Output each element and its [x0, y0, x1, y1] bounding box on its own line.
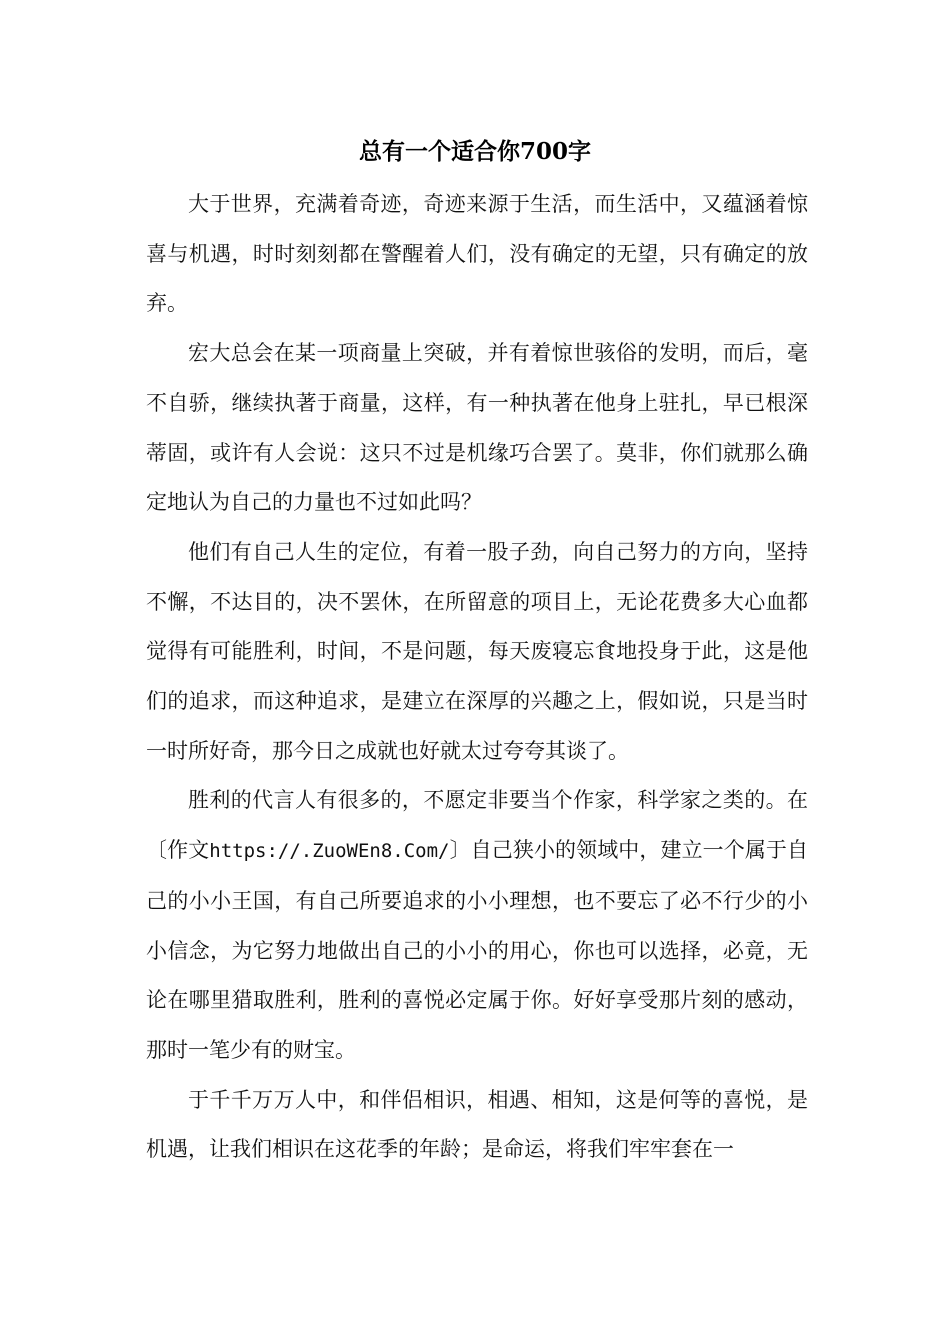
document-title: 总有一个适合你700字	[358, 138, 591, 165]
paragraph-4-text-before-url: 胜利的代言人有很多的，不愿定非要当个作家，科学家之类的。在〔作文	[146, 788, 808, 863]
paragraph-2: 宏大总会在某一项商量上突破，并有着惊世骇俗的发明，而后，毫不自骄，继续执著于商量，这样，有一种执著在他身上驻扎，早已根深蒂固，或许有人会说：这只不过是机缘巧合罢了。莫非，你们就那么确定地认为自己的力量也不过如此吗？	[146, 341, 808, 515]
document-body	[146, 180, 808, 1175]
paragraph-4-url: https://.ZuoWEn8.Com/	[209, 840, 450, 863]
paragraph-3: 他们有自己人生的定位，有着一股子劲，向自己努力的方向，坚持不懈，不达目的，决不罢休，在所留意的项目上，无论花费多大心血都觉得有可能胜利，时间，不是问题，每天废寝忘食地投身于此，这是他们的追求，而这种追求，是建立在深厚的兴趣之上，假如说，只是当时一时所好奇，那今日之成就也好就太过夸夸其谈了。	[146, 539, 808, 763]
paragraph-5: 于千千万万人中，和伴侣相识，相遇、相知，这是何等的喜悦，是机遇，让我们相识在这花季的年龄；是命运，将我们牢牢套在一	[146, 1087, 808, 1162]
paragraph-4-text-after-url: 〕自己狭小的领域中，建立一个属于自己的小小王国，有自己所要追求的小小理想，也不要忘了必不行少的小小信念，为它努力地做出自己的小小的用心，你也可以选择，必竟，无论在哪里猎取胜利，胜利的喜悦必定属于你。好好享受那片刻的感动，那时一笔少有的财宝。	[146, 838, 809, 1062]
paragraph-4	[146, 776, 808, 1075]
paragraph-1: 大于世界，充满着奇迹，奇迹来源于生活，而生活中，又蕴涵着惊喜与机遇，时时刻刻都在警醒着人们，没有确定的无望，只有确定的放弃。	[146, 192, 808, 316]
